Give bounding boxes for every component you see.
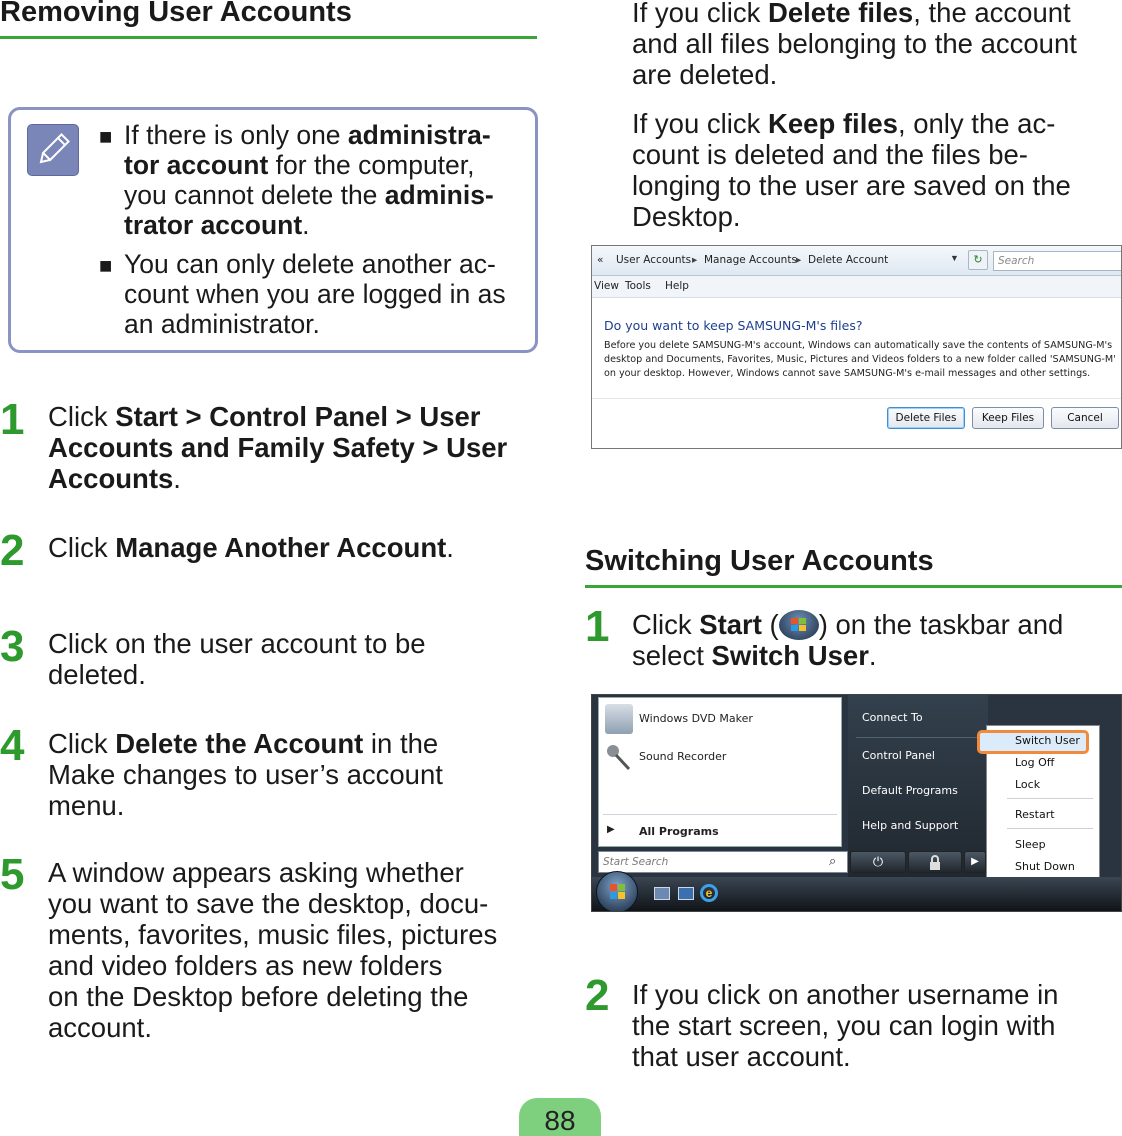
menu-item-default-programs[interactable]: Default Programs — [862, 784, 958, 797]
menu-item-view[interactable]: View — [594, 280, 619, 292]
breadcrumb-delete-account[interactable]: Delete Account — [808, 254, 889, 266]
step-number: 5 — [0, 850, 25, 899]
dvd-maker-icon — [605, 704, 633, 734]
menu-item-lock[interactable]: Lock — [1015, 778, 1041, 791]
section-title-removing: Removing User Accounts — [0, 0, 352, 28]
dropdown-arrow-icon[interactable]: ▼ — [950, 253, 959, 263]
step-number: 1 — [585, 602, 610, 651]
keep-files-button[interactable]: Keep Files — [972, 407, 1044, 429]
step-number: 1 — [0, 395, 25, 444]
search-icon[interactable]: ⌕ — [829, 853, 837, 868]
microphone-icon — [605, 742, 633, 772]
start-menu-programs-pane — [598, 697, 842, 847]
windows-start-orb-icon[interactable] — [596, 871, 638, 912]
breadcrumb-user-accounts[interactable]: User Accounts — [616, 254, 692, 266]
lock-button[interactable] — [908, 851, 962, 873]
note-box — [8, 107, 538, 353]
switch-windows-icon[interactable] — [678, 887, 694, 900]
lock-icon — [928, 855, 942, 871]
pencil-note-icon — [27, 124, 79, 176]
cancel-button[interactable]: Cancel — [1051, 407, 1119, 429]
step-5-text: A window appears asking whether you want to save the desktop, docu- ments, favorites, music files, pictures and video folders as new folders on the Desktop before deleting the account. — [48, 857, 498, 1043]
menu-item-restart[interactable]: Restart — [1015, 808, 1055, 821]
delete-files-paragraph: If you click Delete files, the account and all files belonging to the account are deleted. — [632, 0, 1077, 90]
address-bar — [592, 246, 1121, 276]
menu-item-control-panel[interactable]: Control Panel — [862, 749, 935, 762]
step-number: 4 — [0, 721, 25, 770]
dialog-body-line: Before you delete SAMSUNG-M's account, Windows can automatically save the contents of SAMSUNG-M's — [604, 340, 1113, 351]
start-search-input[interactable]: Start Search ⌕ — [598, 851, 848, 873]
show-desktop-icon[interactable] — [654, 887, 670, 900]
shutdown-options-arrow-icon[interactable]: ▶ — [964, 851, 986, 873]
step-4-text: Click Delete the Account in the Make changes to user’s account menu. — [48, 728, 443, 821]
delete-account-window — [591, 245, 1122, 449]
program-item[interactable]: Windows DVD Maker — [639, 712, 753, 725]
step-number: 2 — [585, 971, 610, 1020]
dialog-body-line: desktop and Documents, Favorites, Music, Pictures and Videos folders to a new folder called 'SAMSUNG-M' — [604, 354, 1116, 365]
breadcrumb-separator: ▸ — [796, 254, 802, 266]
power-icon: ⏻ — [872, 854, 884, 869]
note-bullet: ■ — [99, 124, 113, 149]
search-input[interactable]: Search — [993, 251, 1122, 271]
menu-item-tools[interactable]: Tools — [625, 280, 651, 292]
breadcrumb-manage-accounts[interactable]: Manage Accounts — [704, 254, 797, 266]
step-3-text: Click on the user account to be deleted. — [48, 628, 426, 690]
all-programs-item[interactable]: All Programs — [639, 825, 719, 838]
menu-bar — [592, 276, 1121, 298]
menu-item-sleep[interactable]: Sleep — [1015, 838, 1046, 851]
dialog-heading: Do you want to keep SAMSUNG-M's files? — [604, 318, 863, 333]
windows-start-orb-icon — [779, 610, 819, 640]
section-rule — [585, 585, 1122, 588]
section-rule — [0, 36, 537, 39]
shutdown-submenu — [986, 725, 1100, 879]
dialog-body-line: on your desktop. However, Windows cannot save SAMSUNG-M's e-mail messages and other settings. — [604, 368, 1091, 379]
arrow-right-icon: ▶ — [607, 824, 615, 835]
power-button[interactable] — [850, 851, 906, 873]
step-1-text: Click Start > Control Panel > User Accounts and Family Safety > User Accounts. — [48, 401, 508, 494]
note-bullet: ■ — [99, 253, 113, 278]
menu-item-switch-user[interactable]: Switch User — [1015, 734, 1080, 747]
switch-step-2-text: If you click on another username in the start screen, you can login with that user account. — [632, 979, 1059, 1072]
note-item-1: If there is only one administra- tor account for the computer, you cannot delete the adminis- trator account. — [124, 120, 494, 240]
step-number: 3 — [0, 622, 25, 671]
note-item-2: You can only delete another ac- count when you are logged in as an administrator. — [124, 249, 506, 339]
menu-item-help[interactable]: Help — [665, 280, 689, 292]
switch-step-1-text: Click Start ( ) on the taskbar and select Switch User. — [632, 609, 1064, 671]
back-chevron-icon[interactable]: « — [597, 254, 604, 266]
menu-item-log-off[interactable]: Log Off — [1015, 756, 1055, 769]
step-2-text: Click Manage Another Account. — [48, 532, 454, 563]
page-number-badge: 88 — [519, 1098, 601, 1136]
step-number: 2 — [0, 526, 25, 575]
start-menu-screenshot — [591, 694, 1122, 912]
internet-explorer-icon[interactable]: e — [700, 884, 718, 902]
refresh-icon[interactable]: ↻ — [968, 250, 988, 270]
menu-item-help-support[interactable]: Help and Support — [862, 819, 959, 832]
program-item[interactable]: Sound Recorder — [639, 750, 727, 763]
delete-files-button[interactable]: Delete Files — [887, 407, 965, 429]
menu-item-connect-to[interactable]: Connect To — [862, 711, 923, 724]
start-menu-right-pane — [848, 695, 988, 877]
keep-files-paragraph: If you click Keep files, only the ac- count is deleted and the files be- longing to the user are saved on the Desktop. — [632, 108, 1071, 232]
section-title-switching: Switching User Accounts — [585, 545, 934, 577]
menu-item-shut-down[interactable]: Shut Down — [1015, 860, 1075, 873]
taskbar — [592, 877, 1121, 911]
breadcrumb-separator: ▸ — [692, 254, 698, 266]
